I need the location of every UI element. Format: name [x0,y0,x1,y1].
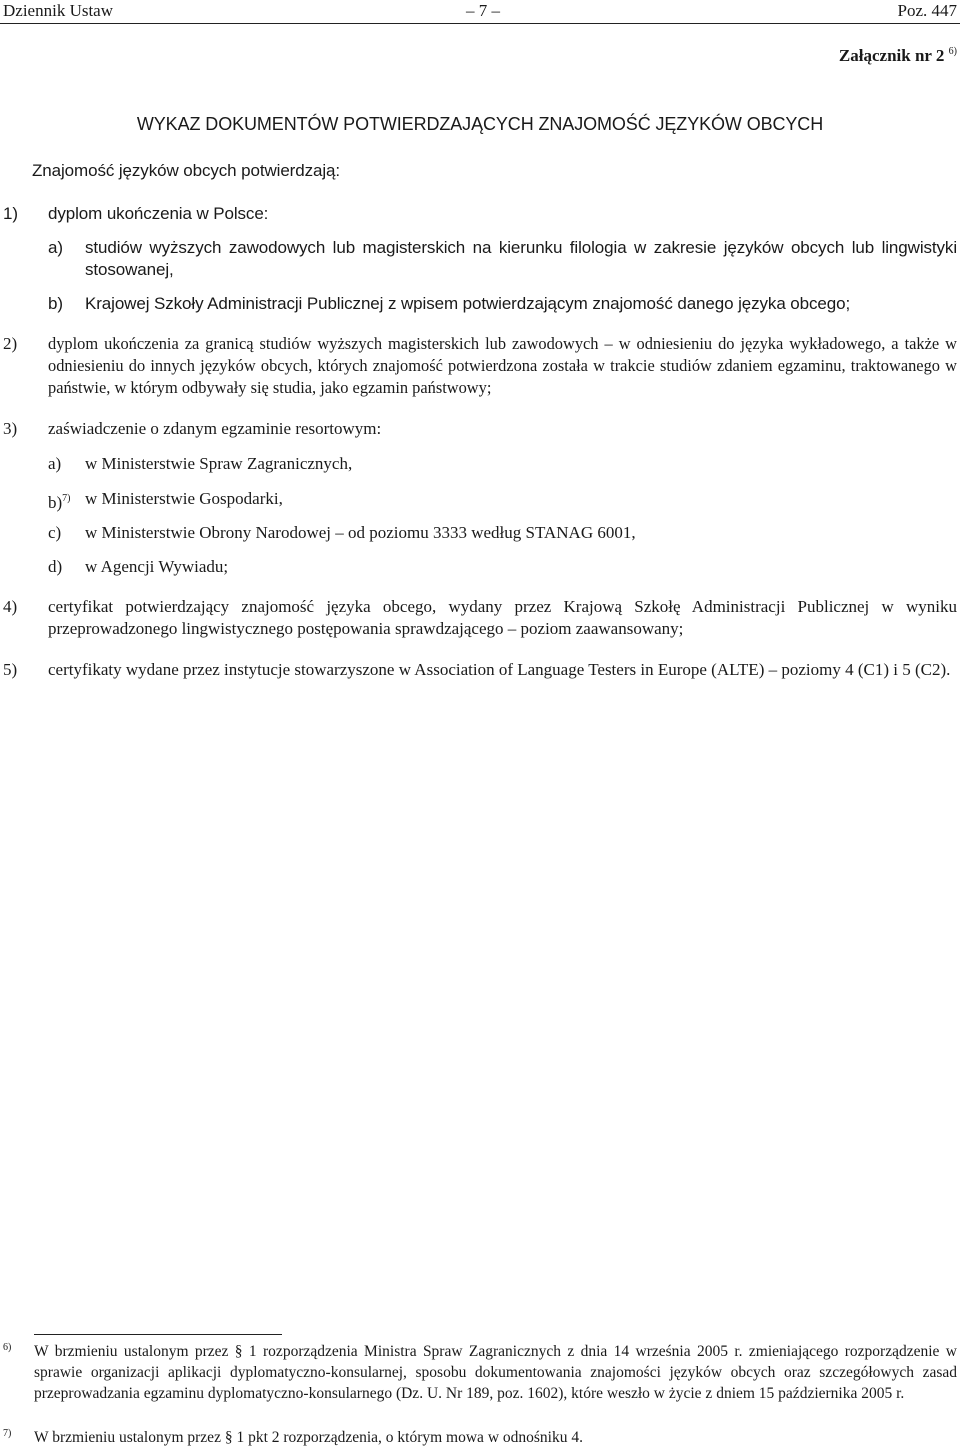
item-text: dyplom ukończenia w Polsce: [48,204,269,223]
footnote-text: W brzmieniu ustalonym przez § 1 pkt 2 rozporządzenia, o którym mowa w odnośniku 4. [34,1429,583,1446]
journal-name: Dziennik Ustaw [3,1,114,20]
sub-item-number: c) [48,523,62,542]
list-item-4 [3,596,957,640]
sub-item-3c [48,522,957,544]
sub-item-number: d) [48,557,63,576]
header-rule [0,23,960,24]
footnote-7 [3,1427,957,1448]
sub-item-number: a) [48,238,63,257]
sub-item-text: w Ministerstwie Gospodarki, [85,489,283,508]
item-number: 4) [3,597,18,616]
footnote-mark: 7) [3,1428,12,1439]
list-item-3 [3,418,957,440]
list-item-2 [3,333,957,399]
item-number: 5) [3,660,18,679]
list-item-1 [3,203,957,225]
sub-item-text: studiów wyższych zawodowych lub magisterskich na kierunku filologia w zakresie języków obcych lub lingwistyki stosowanej, [85,238,957,279]
sub-item-1b [48,293,957,315]
footnote-rule [34,1334,282,1335]
list-item-5 [3,659,957,681]
sub-item-text: w Ministerstwie Spraw Zagranicznych, [85,454,353,473]
page-number: – 7 – [466,1,500,20]
sub-item-3d [48,556,957,578]
sub-item-text: w Ministerstwie Obrony Narodowej – od poziomu 3333 według STANAG 6001, [85,523,636,542]
item-text: certyfikaty wydane przez instytucje stowarzyszone w Association of Language Testers in Europe (ALTE) – poziomy 4 (C1) i 5 (C2). [48,660,951,679]
intro-text: Znajomość języków obcych potwierdzają: [32,161,341,180]
sub-item-3a [48,453,957,475]
item-text: certyfikat potwierdzający znajomość języka obcego, wydany przez Krajową Szkołę Administracji Publicznej w wyniku przeprowadzonego lingwistycznego postępowania sprawdzającego – poziom zaawansowany; [48,597,957,638]
sub-item-letter: b) [48,493,63,512]
sub-item-1a [48,237,957,281]
footnote-text: W brzmieniu ustalonym przez § 1 rozporządzenia Ministra Spraw Zagranicznych z dnia 14 września 2005 r. zmieniającego rozporządzenie w sprawie organizacji aplikacji dyplomatyczno-konsularnej, sposobu dokumentowania znajomości języków obcych oraz szczegółowych zasad przeprowadzania egzaminu dyplomatyczno-konsularnego (Dz. U. Nr 189, poz. 1602), które weszło w życie z dniem 15 października 2005 r. [34,1343,957,1402]
annex-footnote-ref: 6) [948,46,957,57]
footnote-6 [3,1341,957,1404]
item-text: zaświadczenie o zdanym egzaminie resortowym: [48,419,382,438]
item-text: dyplom ukończenia za granicą studiów wyższych magisterskich lub zawodowych – w odniesieniu do języka wykładowego, a także w odniesieniu do innych języków obcych, których znajomość potwierdzona została w trakcie studiów zdaniem egzaminu, traktowanego w państwie, w którym odbywały się studia, jako egzamin państwowy; [48,334,957,397]
item-number: 2) [3,334,18,353]
document-title: WYKAZ DOKUMENTÓW POTWIERDZAJĄCYCH ZNAJOMOŚĆ JĘZYKÓW OBCYCH [136,114,824,134]
sub-item-3b [48,488,957,510]
annex-label-text: Załącznik nr 2 [838,46,945,65]
footnote-mark: 6) [3,1342,12,1353]
footnote-ref-7: 7) [62,493,71,504]
sub-item-text: w Agencji Wywiadu; [85,557,229,576]
sub-item-number: b) [48,294,63,313]
page-header [3,0,957,22]
item-number: 3) [3,419,18,438]
position-number: Poz. 447 [897,1,957,20]
annex-label [839,46,957,66]
sub-item-text: Krajowej Szkoły Administracji Publicznej z wpisem potwierdzającym znajomość danego języka obcego; [85,294,851,313]
sub-item-number: a) [48,454,62,473]
item-number: 1) [3,204,18,223]
sub-item-number [48,488,71,514]
